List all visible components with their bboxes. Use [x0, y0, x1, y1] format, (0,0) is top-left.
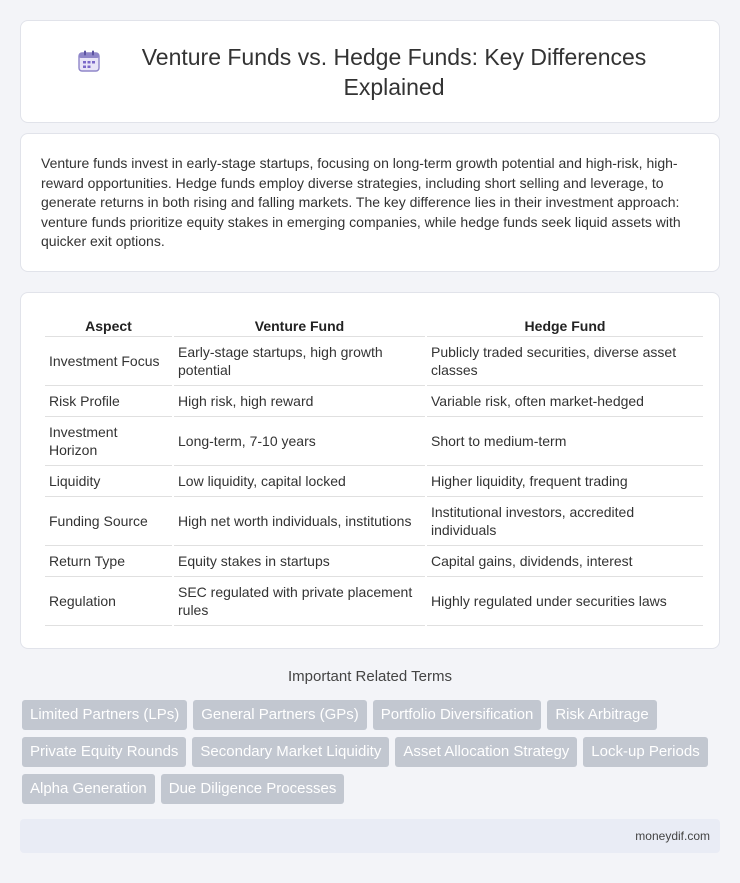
table-cell-venture: Low liquidity, capital locked [174, 466, 425, 497]
footer [20, 819, 720, 853]
title-card [20, 20, 720, 123]
table-row [45, 577, 703, 626]
table-row [45, 337, 703, 386]
footer-site-link[interactable]: moneydif.com [635, 829, 710, 843]
table-row [45, 417, 703, 466]
related-term-tag[interactable]: Portfolio Diversification [373, 700, 542, 730]
table-cell-hedge: Capital gains, dividends, interest [427, 546, 703, 577]
table-cell-venture: SEC regulated with private placement rules [174, 577, 425, 626]
table-cell-venture: High net worth individuals, institutions [174, 497, 425, 546]
table-row [45, 546, 703, 577]
related-term-tag[interactable]: Private Equity Rounds [22, 737, 186, 767]
related-terms-heading: Important Related Terms [288, 668, 452, 685]
related-term-tag[interactable]: Secondary Market Liquidity [192, 737, 389, 767]
related-term-tag[interactable]: Lock-up Periods [583, 737, 707, 767]
table-header-row [45, 313, 703, 337]
table-cell-venture: High risk, high reward [174, 386, 425, 417]
calendar-icon [76, 48, 102, 74]
table-row [45, 497, 703, 546]
related-term-tag[interactable]: General Partners (GPs) [193, 700, 367, 730]
table-cell-hedge: Highly regulated under securities laws [427, 577, 703, 626]
table-row [45, 466, 703, 497]
table-row [45, 386, 703, 417]
intro-paragraph: Venture funds invest in early-stage startups, focusing on long-term growth potential and high-risk, high-reward opportunities. Hedge funds employ diverse strategies, including short selling and leverage, to generate returns in both rising and falling markets. The key difference lies in their investment approach: venture funds prioritize equity stakes in emerging companies, while hedge funds seek liquid assets with quicker exit options. [41, 155, 681, 249]
table-cell-aspect: Investment Horizon [45, 417, 172, 466]
comparison-table [43, 313, 705, 626]
table-cell-venture: Equity stakes in startups [174, 546, 425, 577]
related-term-tag[interactable]: Asset Allocation Strategy [395, 737, 577, 767]
table-cell-hedge: Publicly traded securities, diverse asset classes [427, 337, 703, 386]
table-cell-aspect: Regulation [45, 577, 172, 626]
related-term-tag[interactable]: Risk Arbitrage [547, 700, 656, 730]
title-wrap [21, 42, 719, 102]
table-cell-hedge: Short to medium-term [427, 417, 703, 466]
related-term-tag[interactable]: Limited Partners (LPs) [22, 700, 187, 730]
table-cell-venture: Long-term, 7-10 years [174, 417, 425, 466]
header-hedge-fund: Hedge Fund [427, 313, 703, 337]
table-cell-venture: Early-stage startups, high growth potential [174, 337, 425, 386]
comparison-table-card [20, 292, 720, 649]
table-cell-hedge: Variable risk, often market-hedged [427, 386, 703, 417]
related-term-tag[interactable]: Alpha Generation [22, 774, 155, 804]
page-title: Venture Funds vs. Hedge Funds: Key Differences Explained [141, 43, 647, 100]
table-cell-aspect: Return Type [45, 546, 172, 577]
header-aspect: Aspect [45, 313, 172, 337]
table-cell-hedge: Higher liquidity, frequent trading [427, 466, 703, 497]
table-cell-aspect: Funding Source [45, 497, 172, 546]
related-term-tag[interactable]: Due Diligence Processes [161, 774, 345, 804]
table-cell-hedge: Institutional investors, accredited individuals [427, 497, 703, 546]
table-cell-aspect: Risk Profile [45, 386, 172, 417]
table-cell-aspect: Liquidity [45, 466, 172, 497]
intro-card [20, 133, 720, 272]
table-cell-aspect: Investment Focus [45, 337, 172, 386]
header-venture-fund: Venture Fund [174, 313, 425, 337]
related-terms-list [22, 700, 722, 811]
